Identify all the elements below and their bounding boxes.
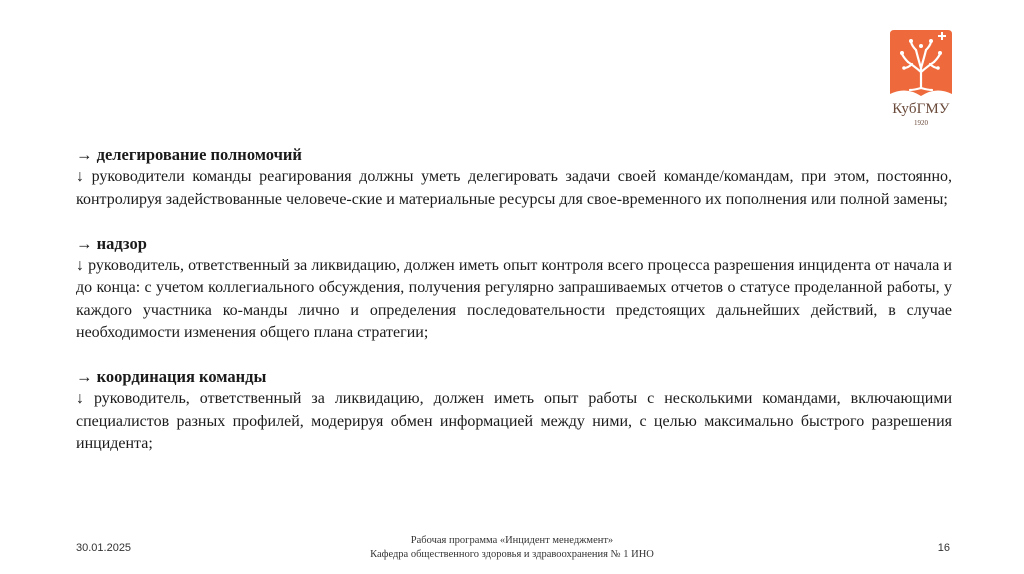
footer-date: 30.01.2025 [76, 542, 132, 554]
tree-book-icon [886, 28, 956, 108]
footer-department: Кафедра общественного здоровья и здравоохранения № 1 ИНО [370, 549, 654, 560]
footer-program: Рабочая программа «Инцидент менеджмент» [410, 535, 614, 546]
logo-year: 1920 [914, 119, 928, 127]
section-body: ↓ руководитель, ответственный за ликвидацию, должен иметь опыт контроля всего процесса разрешения инцидента от начала и до конца: с учетом коллегиального обсуждения, получения регулярно запрашиваемых отчетов о статусе проделанной работы, у каждого участника ко-манды лично и определения последовательности предстоящих дальнейших действий, в случае необходимости изменения общего плана стратегии; [76, 257, 952, 341]
section-supervision [76, 233, 952, 344]
university-logo [886, 28, 956, 128]
footer-info [312, 534, 712, 562]
section-body: ↓ руководители команды реагирования должны уметь делегировать задачи своей команде/командам, при этом, постоянно, контролируя задействованные человече-ские и материальные ресурсы для свое-временного их пополнения или полной замены; [76, 168, 952, 208]
section-team-coordination [76, 366, 952, 455]
section-body: ↓ руководитель, ответственный за ликвидацию, должен иметь опыт работы с несколькими командами, включающими специалистов разных профилей, модерируя обмен информацией между ними, с целью максимально быстрого разрешения инцидента; [76, 390, 952, 452]
section-heading: → делегирование полномочий [76, 145, 302, 164]
slide-content [76, 144, 952, 477]
logo-name: КубГМУ [892, 101, 950, 117]
page-number: 16 [937, 542, 950, 554]
section-heading: → надзор [76, 233, 147, 253]
section-delegation [76, 144, 952, 211]
section-heading: → координация команды [76, 367, 267, 387]
